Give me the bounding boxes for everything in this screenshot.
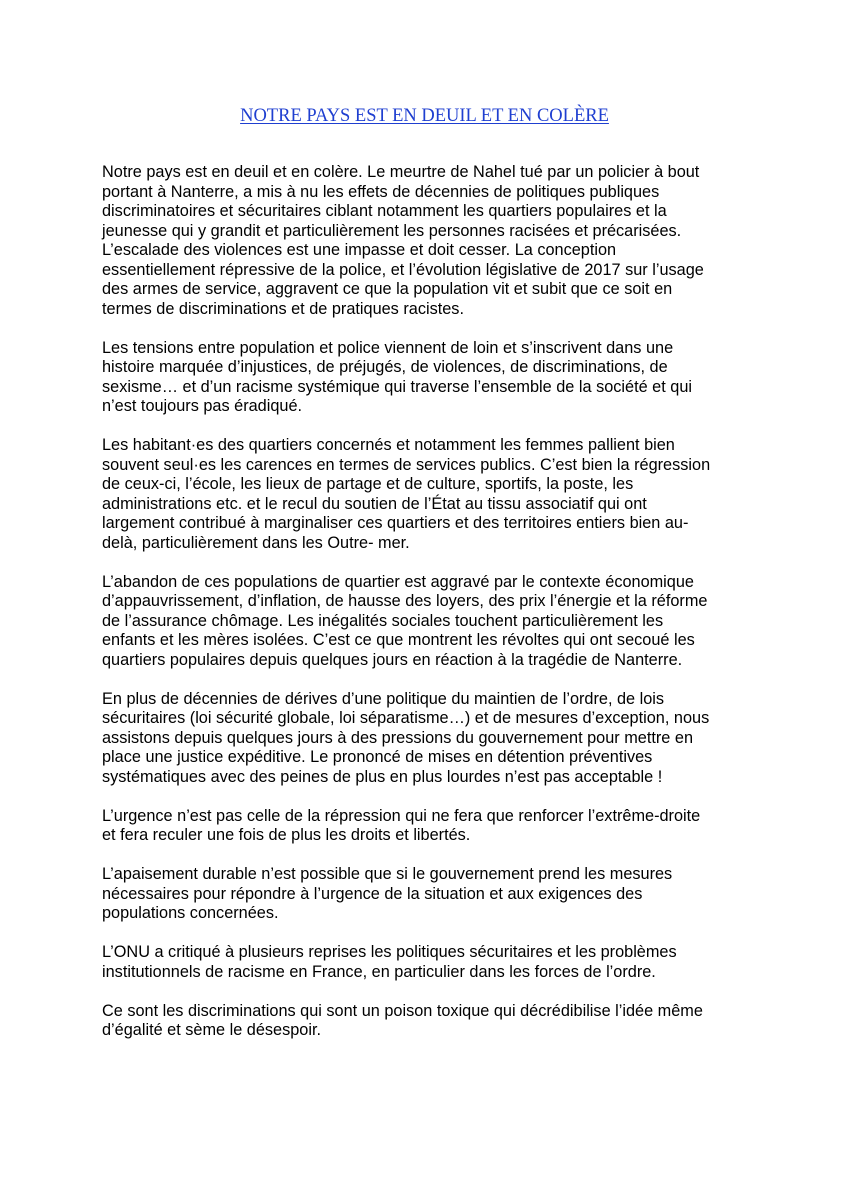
paragraph-line: essentiellement répressive de la police, et l’évolution législative de 2017 sur l’usage: [102, 260, 704, 279]
paragraph-line: place une justice expéditive. Le prononcé de mises en détention préventives: [102, 748, 653, 766]
paragraph-line: systématiques avec des peines de plus en plus lourdes n’est pas acceptable !: [102, 767, 663, 786]
paragraph: [102, 163, 742, 319]
paragraph-line: de ceux-ci, l’école, les lieux de partage et de culture, sportifs, la poste, les: [102, 475, 634, 493]
paragraph: [102, 436, 742, 553]
paragraph-line: Notre pays est en deuil et en colère. Le meurtre de Nahel tué par un policier à bout: [102, 163, 700, 181]
paragraph-line: des armes de service, aggravent ce que la population vit et subit que ce soit en: [102, 280, 673, 298]
paragraph-line: populations concernées.: [102, 904, 279, 922]
paragraph-line: et fera reculer une fois de plus les droits et libertés.: [102, 826, 471, 844]
paragraph-line: sexisme… et d’un racisme systémique qui traverse l’ensemble de la société et qui: [102, 377, 693, 396]
paragraph: [102, 339, 742, 417]
paragraph: [102, 865, 742, 924]
paragraph-line: sécuritaires (loi sécurité globale, loi séparatisme…) et de mesures d’exception, nous: [102, 709, 710, 727]
paragraph-line: largement contribué à marginaliser ces quartiers et des territoires entiers bien au-: [102, 514, 689, 532]
paragraph: [102, 690, 742, 788]
document-body: [102, 163, 742, 1060]
paragraph-line: histoire marquée d’injustices, de préjugés, de violences, de discriminations, de: [102, 358, 668, 376]
paragraph-line: quartiers populaires depuis quelques jours en réaction à la tragédie de Nanterre.: [102, 650, 683, 669]
paragraph-line: administrations etc. et le recul du soutien de l’État au tissu associatif qui ont: [102, 494, 647, 513]
paragraph-line: L’apaisement durable n’est possible que si le gouvernement prend les mesures: [102, 865, 673, 883]
paragraph-line: nécessaires pour répondre à l’urgence de la situation et aux exigences des: [102, 884, 643, 903]
document-title: NOTRE PAYS EST EN DEUIL ET EN COLÈRE: [240, 106, 609, 126]
paragraph-line: de l’assurance chômage. Les inégalités sociales touchent particulièrement les: [102, 611, 664, 630]
paragraph-line: L’ONU a critiqué à plusieurs reprises les politiques sécuritaires et les problèmes: [102, 943, 677, 961]
paragraph-line: n’est toujours pas éradiqué.: [102, 397, 303, 415]
paragraph-line: assistons depuis quelques jours à des pressions du gouvernement pour mettre en: [102, 728, 693, 747]
paragraph-line: discriminatoires et sécuritaires ciblant notamment les quartiers populaires et la: [102, 202, 667, 220]
paragraph-line: En plus de décennies de dérives d’une politique du maintien de l’ordre, de lois: [102, 689, 665, 708]
paragraph: [102, 1002, 742, 1041]
paragraph: [102, 573, 742, 671]
paragraph-line: institutionnels de racisme en France, en particulier dans les forces de l’ordre.: [102, 962, 656, 981]
paragraph-line: d’égalité et sème le désespoir.: [102, 1021, 322, 1039]
paragraph-line: L’abandon de ces populations de quartier est aggravé par le contexte économique: [102, 572, 694, 591]
paragraph-line: portant à Nanterre, a mis à nu les effets de décennies de politiques publiques: [102, 182, 660, 201]
paragraph-line: jeunesse qui y grandit et particulièrement les personnes racisées et précarisées.: [102, 221, 682, 240]
paragraph-line: delà, particulièrement dans les Outre- mer.: [102, 533, 410, 552]
paragraph: [102, 807, 742, 846]
paragraph-line: Les tensions entre population et police viennent de loin et s’inscrivent dans une: [102, 338, 674, 357]
paragraph-line: enfants et les mères isolées. C’est ce que montrent les révoltes qui ont secoué les: [102, 631, 695, 649]
paragraph-line: L’escalade des violences est une impasse et doit cesser. La conception: [102, 241, 617, 259]
paragraph-line: souvent seul·es les carences en termes de services publics. C’est bien la régression: [102, 455, 711, 474]
paragraph-line: Les habitant·es des quartiers concernés et notamment les femmes pallient bien: [102, 436, 675, 454]
paragraph-line: Ce sont les discriminations qui sont un poison toxique qui décrédibilise l’idée même: [102, 1001, 703, 1020]
paragraph: [102, 943, 742, 982]
paragraph-line: L’urgence n’est pas celle de la répression qui ne fera que renforcer l’extrême-droite: [102, 806, 701, 825]
paragraph-line: termes de discriminations et de pratiques racistes.: [102, 299, 464, 318]
paragraph-line: d’appauvrissement, d’inflation, de hausse des loyers, des prix l’énergie et la réforme: [102, 592, 708, 610]
